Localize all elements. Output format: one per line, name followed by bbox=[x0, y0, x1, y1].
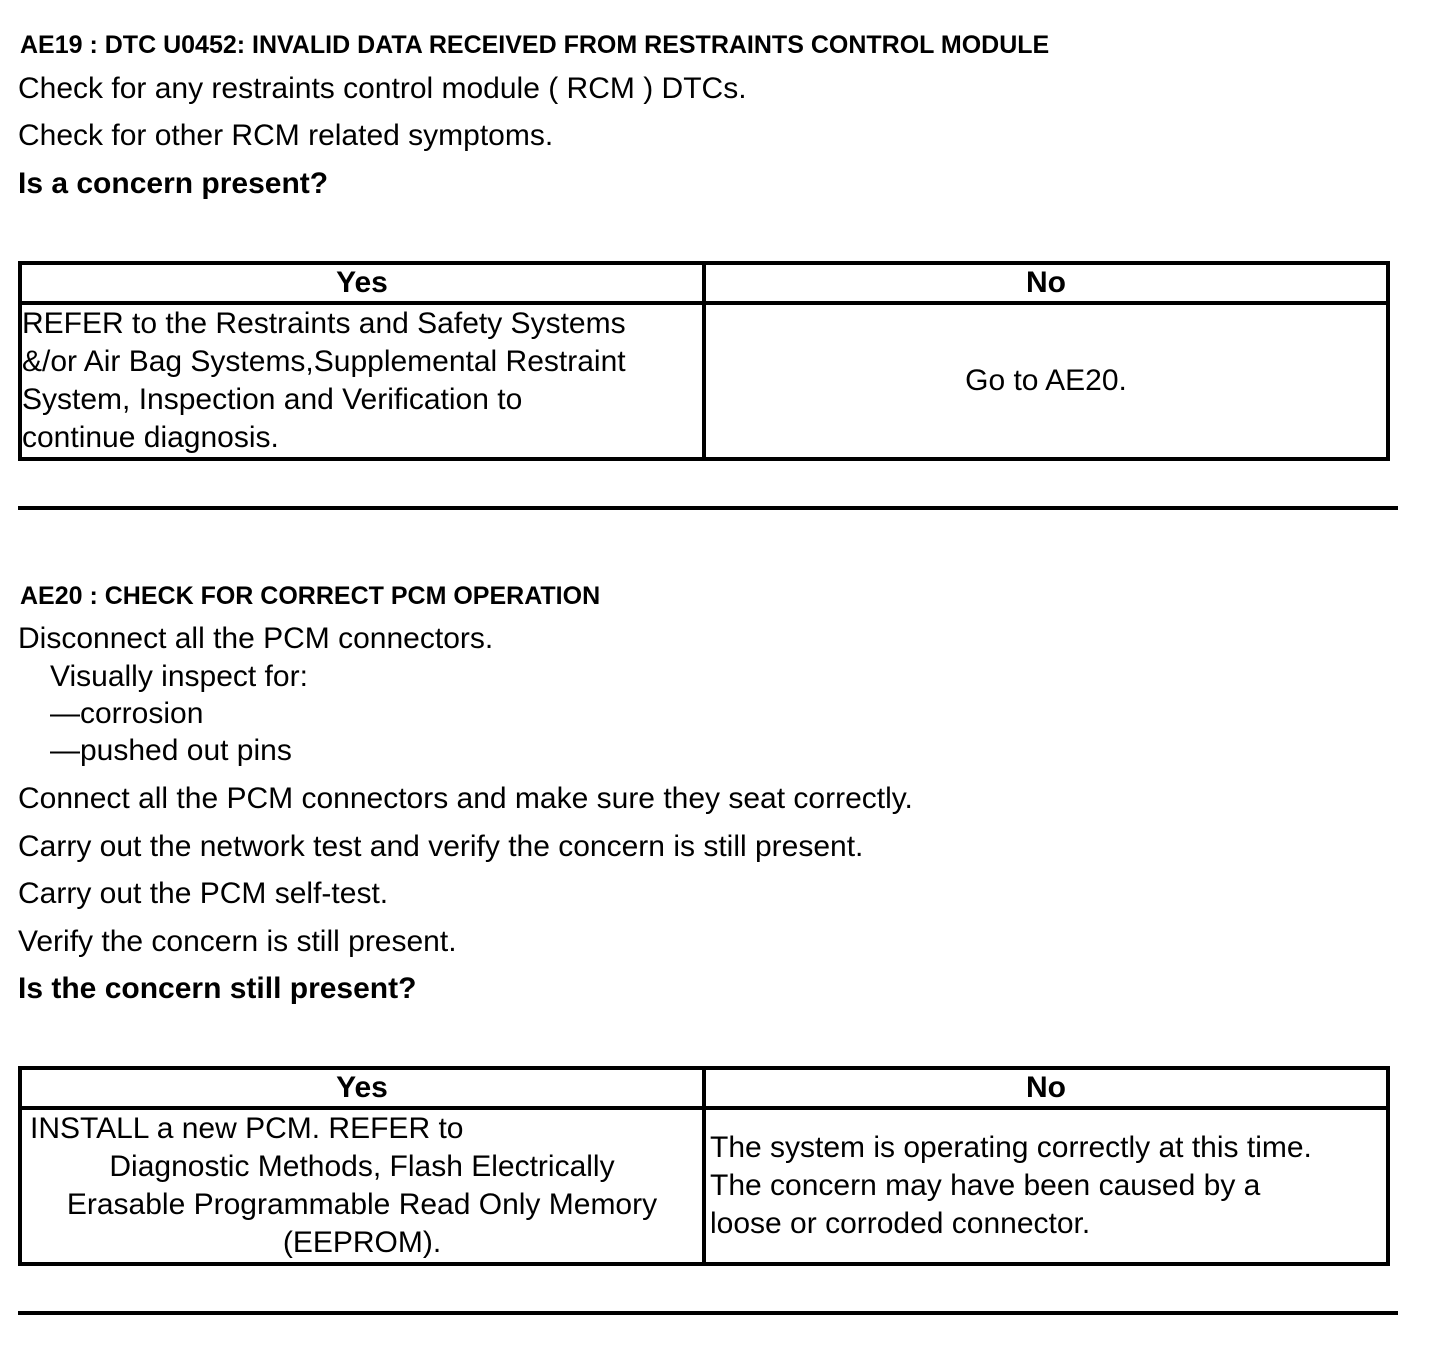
section-divider bbox=[18, 1311, 1398, 1315]
ae19-yes-line: REFER to the Restraints and Safety Systems bbox=[22, 307, 626, 340]
ae19-no-text: Go to AE20. bbox=[965, 364, 1127, 397]
ae20-yes-cell bbox=[20, 1108, 704, 1264]
ae20-no-line: The concern may have been caused by a bbox=[710, 1169, 1261, 1202]
ae19-question: Is a concern present? bbox=[18, 167, 329, 200]
ae20-inspect-line: —corrosion bbox=[50, 697, 204, 730]
ae19-yes-line: &/or Air Bag Systems,Supplemental Restraint bbox=[22, 345, 626, 378]
ae20-heading: AE20 : CHECK FOR CORRECT PCM OPERATION bbox=[20, 582, 601, 610]
ae19-yes-header: Yes bbox=[20, 263, 704, 303]
ae20-inspect-line: Visually inspect for: bbox=[50, 660, 308, 693]
ae20-yes-header: Yes bbox=[20, 1068, 704, 1108]
ae19-no-header: No bbox=[704, 263, 1388, 303]
section-divider bbox=[18, 506, 1398, 510]
ae20-yes-line: INSTALL a new PCM. REFER to bbox=[30, 1112, 464, 1145]
ae20-question: Is the concern still present? bbox=[18, 972, 417, 1005]
ae20-no-line: loose or corroded connector. bbox=[710, 1207, 1091, 1240]
ae19-no-cell bbox=[704, 303, 1388, 459]
ae19-yes-cell bbox=[20, 303, 704, 459]
ae20-inspect-line: —pushed out pins bbox=[50, 734, 292, 767]
ae20-no-cell bbox=[704, 1108, 1388, 1264]
ae20-answer-table bbox=[18, 1066, 1390, 1266]
ae20-step-verify: Verify the concern is still present. bbox=[18, 925, 457, 958]
ae19-heading: AE19 : DTC U0452: INVALID DATA RECEIVED FROM RESTRAINTS CONTROL MODULE bbox=[20, 31, 1050, 59]
ae20-step-network-test: Carry out the network test and verify the concern is still present. bbox=[18, 830, 864, 863]
ae19-step-1: Check for any restraints control module ( RCM ) DTCs. bbox=[18, 72, 747, 105]
ae19-yes-line: System, Inspection and Verification to bbox=[22, 383, 523, 416]
ae20-yes-line: Diagnostic Methods, Flash Electrically bbox=[109, 1150, 615, 1183]
ae20-step-disconnect: Disconnect all the PCM connectors. bbox=[18, 622, 494, 655]
ae20-no-line: The system is operating correctly at this time. bbox=[710, 1131, 1312, 1164]
ae20-step-connect: Connect all the PCM connectors and make sure they seat correctly. bbox=[18, 782, 913, 815]
ae19-step-2: Check for other RCM related symptoms. bbox=[18, 119, 554, 152]
ae19-yes-line: continue diagnosis. bbox=[22, 421, 279, 454]
ae20-yes-line: (EEPROM). bbox=[282, 1226, 442, 1259]
ae20-no-header: No bbox=[704, 1068, 1388, 1108]
ae20-step-self-test: Carry out the PCM self-test. bbox=[18, 877, 389, 910]
ae19-answer-table bbox=[18, 261, 1390, 461]
ae20-yes-line: Erasable Programmable Read Only Memory bbox=[66, 1188, 658, 1221]
